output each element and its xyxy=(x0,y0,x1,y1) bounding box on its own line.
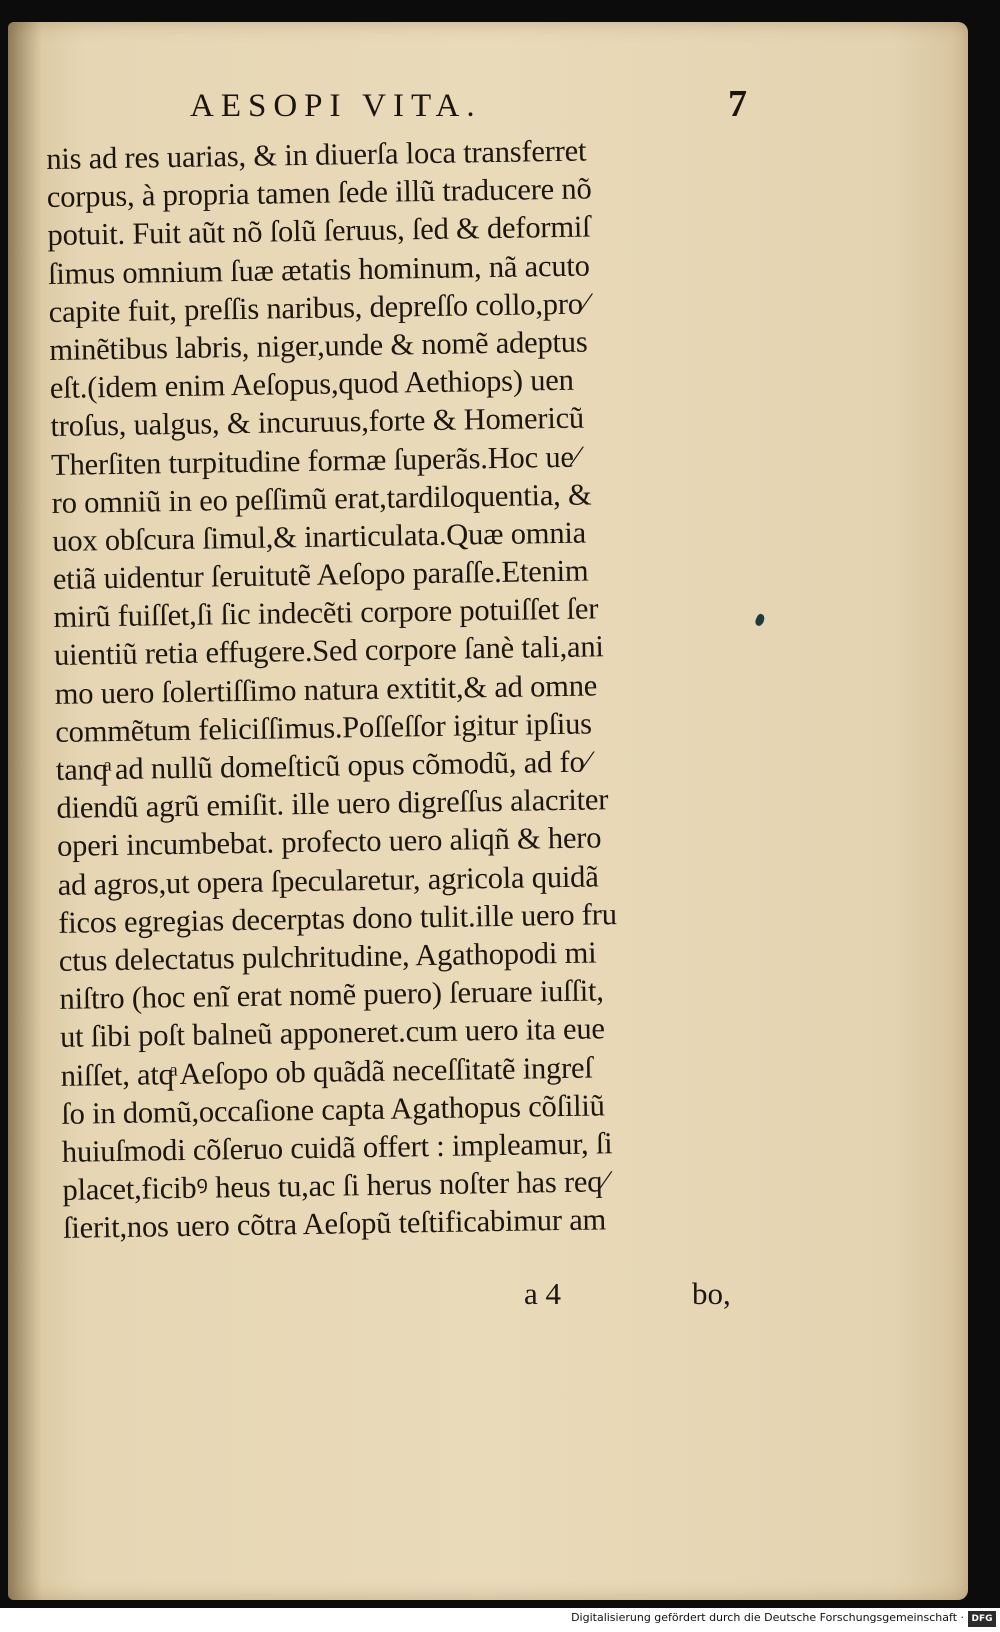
text-line: mirũ fuiſſet,ſi ſic indecẽti corpore potuiſſet ſer xyxy=(53,591,599,635)
text-line: ctus delectatus pulchritudine, Agathopodi mi xyxy=(58,935,597,978)
text-line: niſſet, atqͣ Aeſopo ob quãdã neceſſitatẽ ingreſ xyxy=(60,1050,593,1093)
running-title: AESOPI VITA. xyxy=(190,88,482,124)
text-line: minẽtibus labris, niger,unde & nomẽ adeptus xyxy=(49,324,588,367)
text-line: mo uero ſolertiſſimo natura extitit,& ad omne xyxy=(54,668,598,711)
text-line: corpus, à propria tamen ſede illũ traducere nõ xyxy=(46,171,592,215)
text-block xyxy=(46,129,763,1247)
text-line: ad agros,ut opera ſpecularetur, agricola quidã xyxy=(57,858,599,902)
dfg-logo-icon: DFG xyxy=(968,1611,996,1627)
catchline xyxy=(0,1276,1000,1320)
page-gutter xyxy=(8,22,42,1600)
text-line: etiã uidentur ſeruitutẽ Aeſopo paraſſe.Etenim xyxy=(52,553,589,597)
page-number: 7 xyxy=(728,83,747,125)
text-line: diendũ agrũ emiſit. ille uero digreſſus alacriter xyxy=(56,782,609,826)
text-line: potuit. Fuit aũt nõ ſolũ ſeruus, ſed & deformiſ xyxy=(47,209,591,253)
text-line: troſus, ualgus, & incuruus,forte & Homericũ xyxy=(50,400,585,444)
text-line: niſtro (hoc enĩ erat nomẽ puero) ſeruare iuſſit, xyxy=(59,973,604,1017)
text-line: ſo in domũ,occaſione capta Agathopus cõſiliũ xyxy=(61,1088,605,1131)
text-line: eſt.(idem enim Aeſopus,quod Aethiops) uen xyxy=(49,362,574,406)
text-line: operi incumbebat. profecto uero aliqñ & hero xyxy=(56,820,602,864)
text-line: huiuſmodi cõſeruo cuidã offert : impleamur, ſi xyxy=(61,1126,613,1169)
catchword: bo, xyxy=(692,1276,731,1311)
text-line: placet,ficibꝰ heus tu,ac ſi herus noſter has req⁄ xyxy=(62,1164,608,1207)
text-line: ut ſibi poſt balneũ apponeret.cum uero ita eue xyxy=(59,1011,605,1055)
text-line: ficos egregias decerptas dono tulit.ille uero fru xyxy=(58,896,617,940)
text-line: commẽtum feliciſſimus.Poſſeſſor igitur ipſius xyxy=(55,706,593,749)
text-line: nis ad res uarias, & in diuerſa loca transferret xyxy=(46,133,587,176)
text-line: capite fuit, preſſis naribus, depreſſo collo,pro⁄ xyxy=(48,286,588,329)
funding-credit: Digitalisierung gefördert durch die Deutsche Forschungsgemeinschaft · xyxy=(571,1611,964,1624)
text-line: ſimus omnium ſuæ ætatis hominum, nã acuto xyxy=(47,248,590,291)
text-line: uientiũ retia effugere.Sed corpore ſanè tali,ani xyxy=(53,629,604,673)
text-line: Therſiten turpitudine formæ ſuperãs.Hoc ue⁄ xyxy=(50,439,579,482)
footer-bar xyxy=(0,1608,1000,1632)
text-line: tanqͣ ad nullũ domeſticũ opus cõmodũ, ad fo⁄ xyxy=(55,744,590,787)
signature-mark: a 4 xyxy=(524,1276,562,1311)
text-line: ſierit,nos uero cõtra Aeſopũ teſtificabimur am xyxy=(62,1202,607,1246)
text-line: ro omniũ in eo peſſimũ erat,tardiloquentia, & xyxy=(51,477,592,520)
text-line: uox obſcura ſimul,& inarticulata.Quæ omnia xyxy=(52,515,587,558)
